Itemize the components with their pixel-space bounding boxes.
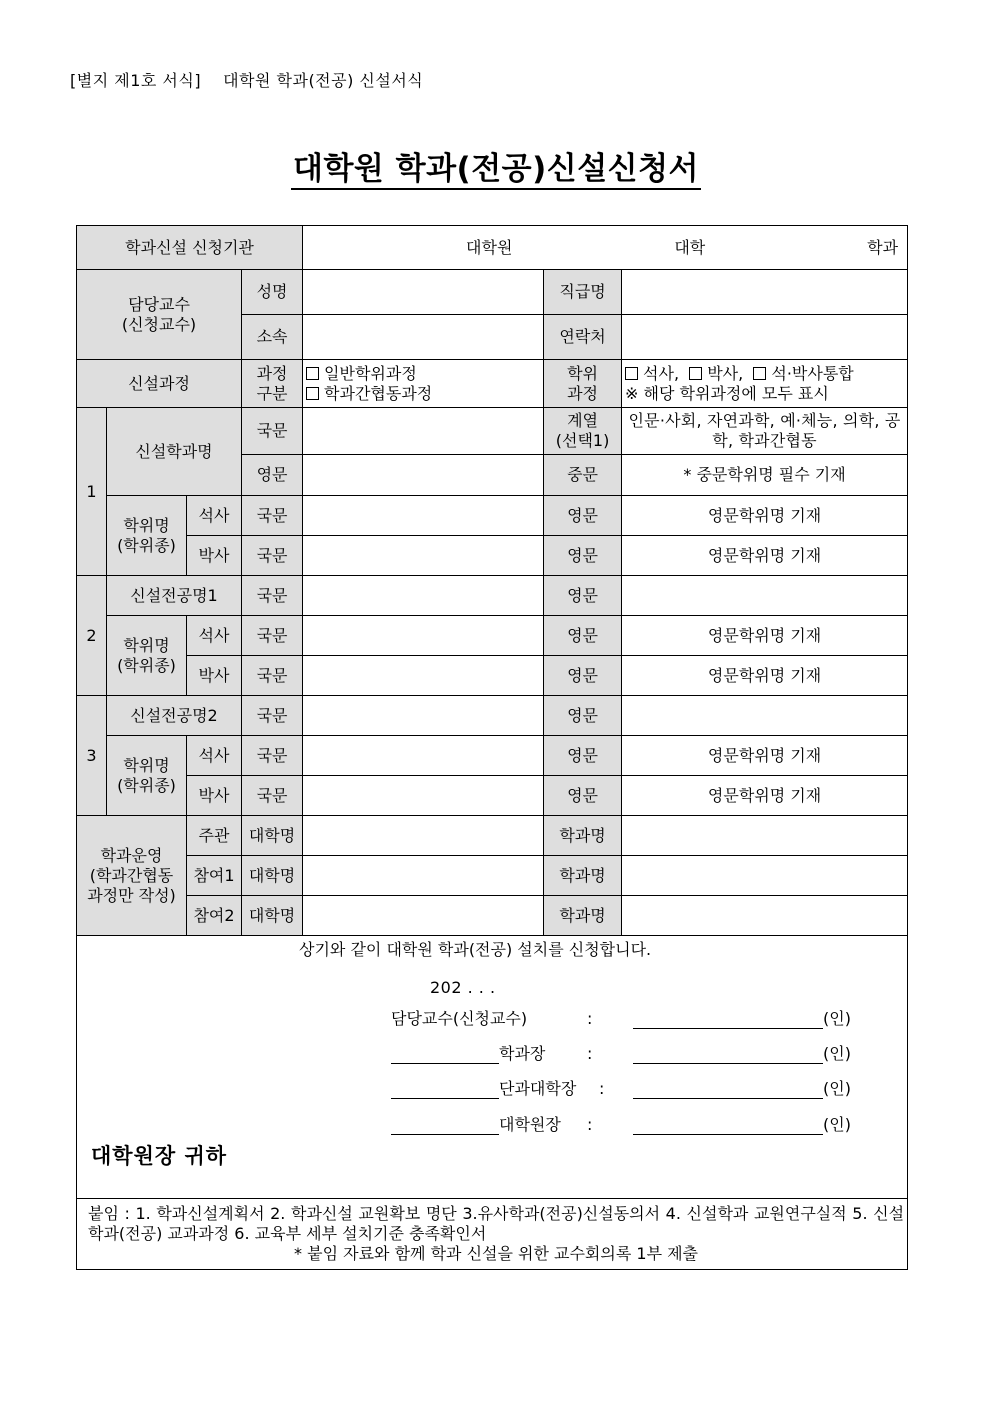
major1-doctor-korean-field[interactable] [303,656,544,696]
chinese-label: 중문 [544,455,622,496]
participant1-dept-field[interactable] [622,856,908,896]
korean-label: 국문 [242,536,303,576]
degree-name-label: 학위명 (학위종) [107,616,187,696]
korean-label: 국문 [242,616,303,656]
degree-course-label: 학위 과정 [544,360,622,408]
application-date[interactable]: 202 . . . [430,978,496,997]
application-form-table [76,225,908,1270]
college-name-blank[interactable] [391,1098,499,1099]
english-label: 영문 [544,776,622,816]
checkbox-icon[interactable] [306,387,319,400]
attachments-section [77,1199,908,1270]
professor-signature-field[interactable] [633,1028,823,1029]
field-options[interactable]: 인문·사회, 자연과학, 예·체능, 의학, 공학, 학과간협동 [622,408,908,455]
seal-mark: (인) [823,1079,851,1098]
rank-label: 직급명 [544,270,622,315]
page-title: 대학원 학과(전공)신설신청서 [0,143,992,188]
degree-name-label: 학위명 (학위종) [107,736,187,816]
institution-grad-school: 대학원 [466,237,513,257]
doctor-degree-korean-field[interactable] [303,536,544,576]
attachments-note: * 붙임 자료와 함께 학과 신설을 위한 교수회의록 1부 제출 [294,1244,699,1263]
english-label: 영문 [544,496,622,536]
signature-section: 상기와 같이 대학원 학과(전공) 설치를 신청합니다. 202 . . . 담당교수(신청교수) : (인) 학과장 : (인) 단과대학장 : (인) 대학원장 : (인) 대학원장 귀하 [77,936,908,1199]
contact-field[interactable] [622,315,908,360]
major1-doctor-english-field[interactable]: 영문학위명 기재 [622,656,908,696]
course-type-options [303,360,544,408]
master-label: 석사 [187,496,242,536]
english-label: 영문 [544,536,622,576]
application-statement: 상기와 같이 대학원 학과(전공) 설치를 신청합니다. [299,940,652,959]
degree-name-label: 학위명 (학위종) [107,496,187,576]
course-label: 신설과정 [77,360,242,408]
role-participant2: 참여2 [187,896,242,936]
major2-doctor-korean-field[interactable] [303,776,544,816]
checkbox-icon[interactable] [689,367,702,380]
dept-head-signature-field[interactable] [633,1063,823,1064]
course-type-label: 과정 구분 [242,360,303,408]
institution-college: 대학 [674,237,706,257]
master-degree-english-field[interactable]: 영문학위명 기재 [622,496,908,536]
name-field[interactable] [303,270,544,315]
doctor-label: 박사 [187,776,242,816]
dept-name-label: 학과명 [544,816,622,856]
host-dept-field[interactable] [622,816,908,856]
institution-dept: 학과 [867,237,899,257]
dept-name-korean-field[interactable] [303,408,544,455]
section-number-3: 3 [77,696,107,816]
grad-dean-signature-field[interactable] [633,1134,823,1135]
english-label: 영문 [544,576,622,616]
dept-name-english-field[interactable] [303,455,544,496]
professor-label: 담당교수 (신청교수) [77,270,242,360]
field-label: 계열 (선택1) [544,408,622,455]
dean-signature-field[interactable] [633,1098,823,1099]
major2-korean-field[interactable] [303,696,544,736]
doctor-label: 박사 [187,656,242,696]
institution-label: 학과신설 신청기관 [77,226,303,270]
form-number: [별지 제1호 서식] [70,71,202,90]
degree-note: ※ 해당 학위과정에 모두 표시 [625,383,829,403]
role-participant1: 참여1 [187,856,242,896]
univ-name-label: 대학명 [242,816,303,856]
english-label: 영문 [242,455,303,496]
checkbox-icon[interactable] [625,367,638,380]
doctor-degree-english-field[interactable]: 영문학위명 기재 [622,536,908,576]
major2-doctor-english-field[interactable]: 영문학위명 기재 [622,776,908,816]
rank-field[interactable] [622,270,908,315]
new-major2-label: 신설전공명2 [107,696,242,736]
doctor-label: 박사 [187,536,242,576]
section-number-2: 2 [77,576,107,696]
attachments-list: 붙임 : 1. 학과신설계획서 2. 학과신설 교원확보 명단 3.유사학과(전공)신설동의서 4. 신설학과 교원연구실적 5. 신설학과(전공) 교과과정 6. 교육부 세부 설치기준 충족확인서 [88,1204,905,1243]
new-major1-label: 신설전공명1 [107,576,242,616]
form-name: 대학원 학과(전공) 신설서식 [223,71,424,90]
korean-label: 국문 [242,736,303,776]
institution-input[interactable] [303,226,908,270]
option-master[interactable]: 석사, [625,364,679,383]
english-label: 영문 [544,736,622,776]
affiliation-field[interactable] [303,315,544,360]
option-doctor[interactable]: 박사, [689,364,743,383]
option-general[interactable]: 일반학위과정 [306,364,540,384]
korean-label: 국문 [242,776,303,816]
name-label: 성명 [242,270,303,315]
host-univ-field[interactable] [303,816,544,856]
korean-label: 국문 [242,696,303,736]
option-interdept[interactable]: 학과간협동과정 [306,384,540,404]
master-degree-korean-field[interactable] [303,496,544,536]
contact-label: 연락처 [544,315,622,360]
english-label: 영문 [544,656,622,696]
master-label: 석사 [187,736,242,776]
affiliation-label: 소속 [242,315,303,360]
major1-korean-field[interactable] [303,576,544,616]
form-header [70,68,423,91]
participant2-dept-field[interactable] [622,896,908,936]
new-dept-label: 신설학과명 [107,408,242,496]
addressee: 대학원장 귀하 [91,1144,228,1168]
english-label: 영문 [544,616,622,656]
option-integrated[interactable]: 석·박사통합 [753,364,853,383]
participant1-univ-field[interactable] [303,856,544,896]
grad-school-name-blank[interactable] [391,1134,499,1135]
korean-label: 국문 [242,496,303,536]
operation-label: 학과운영 (학과간협동 과정만 작성) [77,816,187,936]
major2-master-english-field[interactable]: 영문학위명 기재 [622,736,908,776]
seal-mark: (인) [823,1044,851,1063]
participant2-univ-field[interactable] [303,896,544,936]
major1-master-english-field[interactable]: 영문학위명 기재 [622,616,908,656]
major2-master-korean-field[interactable] [303,736,544,776]
seal-mark: (인) [823,1115,851,1134]
dept-name-label: 학과명 [544,856,622,896]
dept-name-label: 학과명 [544,896,622,936]
checkbox-icon[interactable] [753,367,766,380]
seal-mark: (인) [823,1009,851,1028]
korean-label: 국문 [242,656,303,696]
korean-label: 국문 [242,576,303,616]
major2-english-field[interactable] [622,696,908,736]
major1-english-field[interactable] [622,576,908,616]
univ-name-label: 대학명 [242,896,303,936]
univ-name-label: 대학명 [242,856,303,896]
chinese-degree-note[interactable]: * 중문학위명 필수 기재 [622,455,908,496]
checkbox-icon[interactable] [306,367,319,380]
role-host: 주관 [187,816,242,856]
english-label: 영문 [544,696,622,736]
major1-master-korean-field[interactable] [303,616,544,656]
dept-name-blank[interactable] [391,1063,499,1064]
degree-course-options [622,360,908,408]
section-number-1: 1 [77,408,107,576]
master-label: 석사 [187,616,242,656]
korean-label: 국문 [242,408,303,455]
